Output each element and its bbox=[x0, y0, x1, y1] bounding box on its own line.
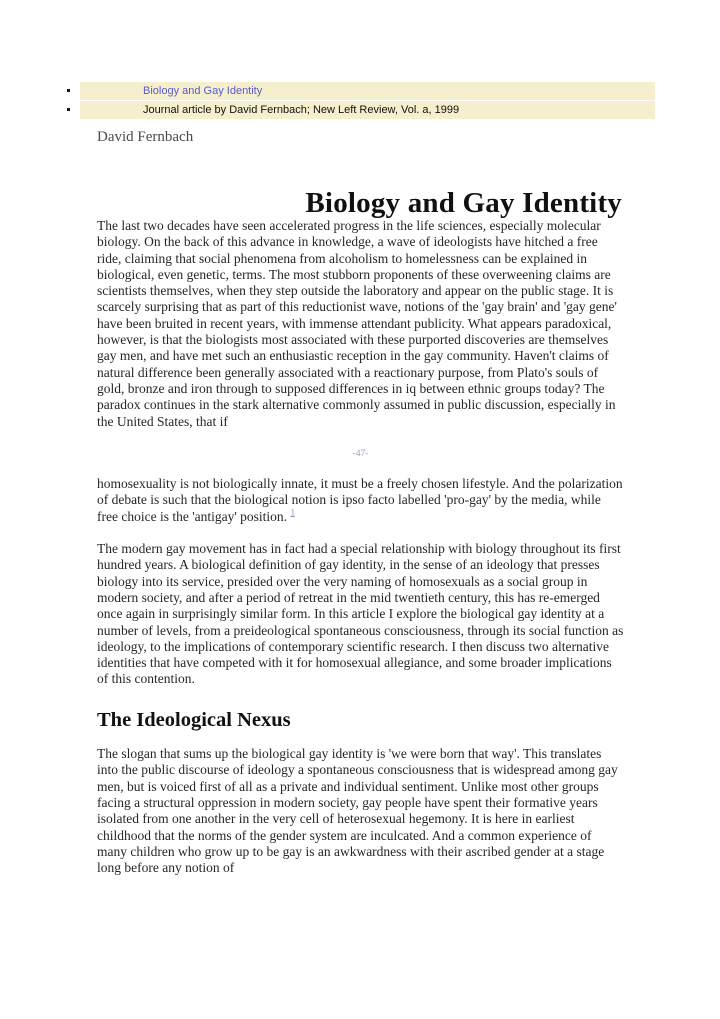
author-name: David Fernbach bbox=[97, 129, 194, 145]
paragraph bbox=[97, 476, 624, 525]
article-body bbox=[97, 218, 624, 892]
page-number-marker: -47- bbox=[352, 448, 369, 459]
paragraph: The modern gay movement has in fact had a special relationship with biology throughout its first hundred years. A biological definition of gay identity, in the sense of an ideology that presses biology into its service, presided over the very naming of homosexuals as a social group in modern society, and after a period of retreat in the mid twentieth century, this has re-emerged once again in surprisingly similar form. In this article I explore the biological gay identity at a number of levels, from a preideological spontaneous consciousness, through its social function as ideology, to the implications of contemporary scientific research. I then discuss two alternative identities that have competed with it for homosexual allegiance, and some broader implications of this contention. bbox=[97, 541, 624, 687]
section-heading: The Ideological Nexus bbox=[97, 708, 291, 731]
citation-source-text: Journal article by David Fernbach; New Left Review, Vol. a, 1999 bbox=[143, 104, 460, 116]
paragraph: The slogan that sums up the biological gay identity is 'we were born that way'. This translates into the public discourse of ideology a spontaneous consciousness that is widespread among gay men, but is voiced first of all as a private and individual sentiment. Unlike most other groups facing a structural oppression in modern society, gay people have spent their formative years isolated from one another in the very cell of heterosexual hegemony. It is here in earliest childhood that the norms of the gender system are inculcated. And a common experience of many children who grow up to be gay is an awkwardness with their ascribed gender at a stage long before any notion of bbox=[97, 746, 618, 876]
paragraph-text: homosexuality is not biologically innate, it must be a freely chosen lifestyle. And the polarization of debate is such that the biological notion is ipso facto labelled 'pro-gay' by the media, while free choice is the 'antigay' position. bbox=[97, 476, 623, 524]
citation-title-link[interactable]: Biology and Gay Identity bbox=[143, 85, 263, 97]
paragraph: The last two decades have seen accelerated progress in the life sciences, especially molecular biology. On the back of this advance in knowledge, a wave of ideologists have hitched a free ride, claiming that social phenomena from alcoholism to homelessness can be explained in biological, even genetic, terms. The most stubborn proponents of these overweening claims are scientists themselves, when they step outside the laboratory and appear on the public stage. It is scarcely surprising that as part of this reductionist wave, notions of the 'gay brain' and 'gay gene' have been bruited in recent years, with immense attendant publicity. What appears paradoxical, however, is that the biologists most associated with these purported discoveries are themselves gay men, and have met such an enthusiastic reception in the gay community. Haven't claims of natural difference been generally associated with a reactionary purpose, from Plato's souls of gold, bronze and iron through to supposed differences in iq between ethnic groups today? The paradox continues in the stark alternative commonly assumed in public discussion, especially in the United States, that if bbox=[97, 218, 617, 429]
citation-item-title bbox=[80, 82, 655, 100]
citation-item-source bbox=[80, 101, 655, 119]
footnote-link[interactable]: 1 bbox=[290, 507, 295, 518]
citation-list bbox=[60, 82, 655, 120]
footnote-reference bbox=[290, 507, 295, 517]
article-title: Biology and Gay Identity bbox=[305, 187, 622, 220]
